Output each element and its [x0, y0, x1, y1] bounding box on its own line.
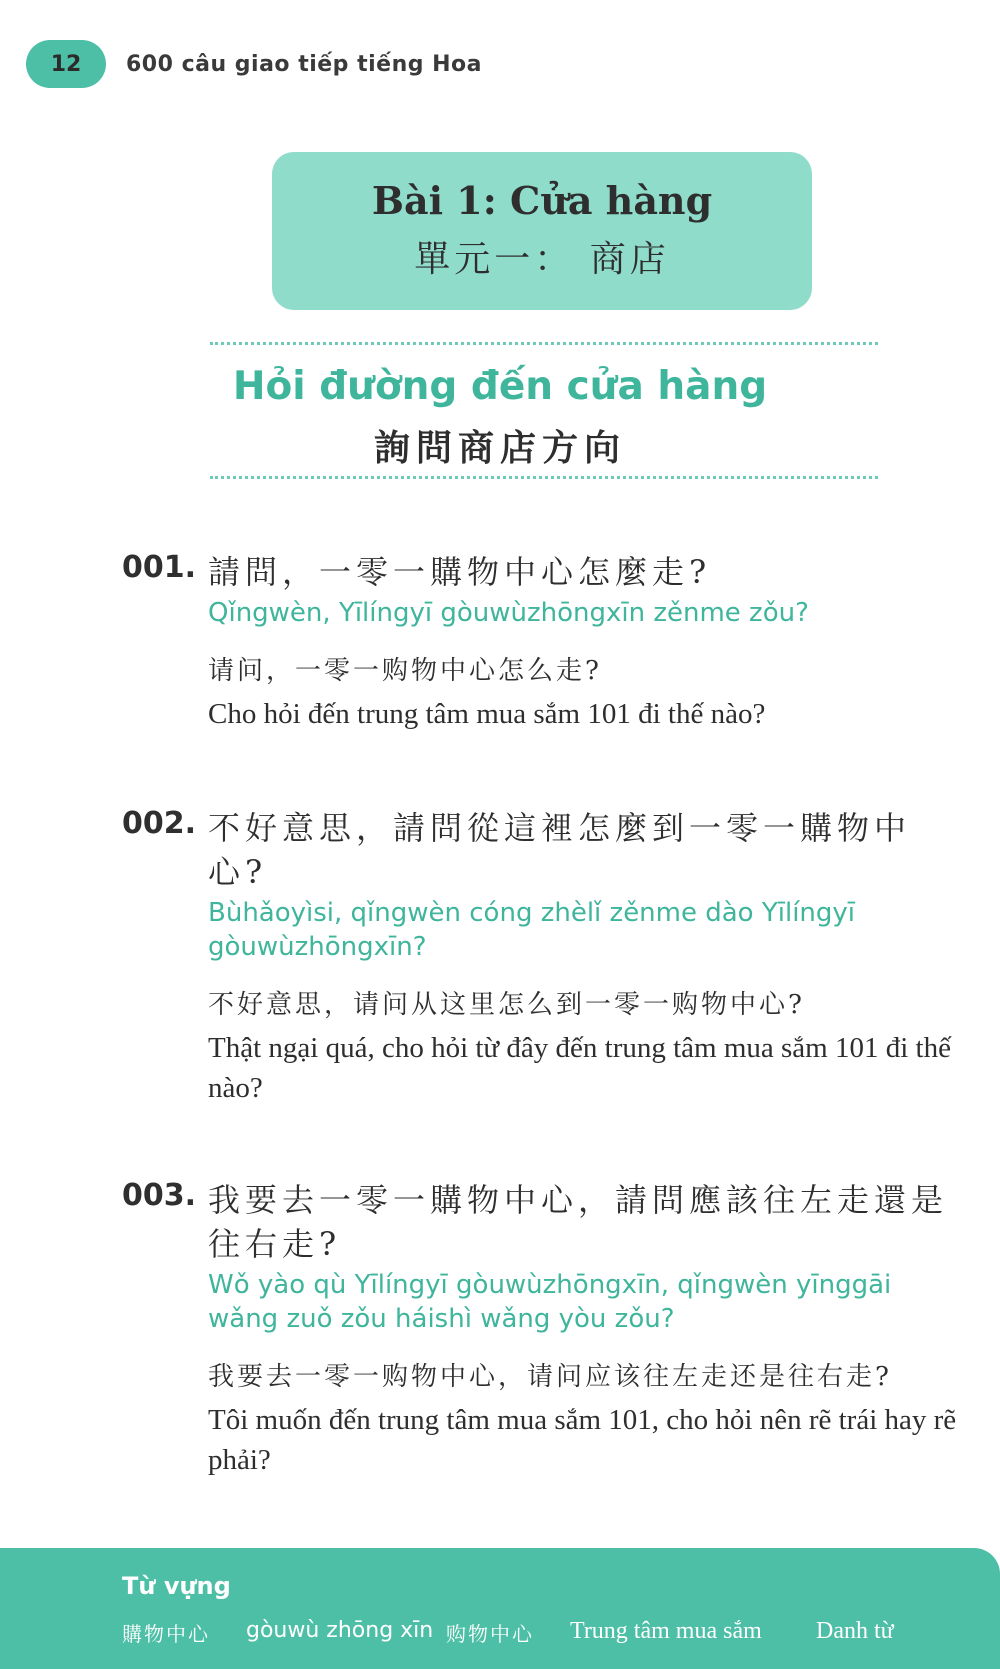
vietnamese-translation: Tôi muốn đến trung tâm mua sắm 101, cho hỏi nên rẽ trái hay rẽ phải? — [208, 1404, 957, 1476]
entry-number: 001. — [122, 550, 197, 585]
lesson-title-box — [272, 152, 812, 310]
entry-body — [208, 550, 962, 734]
entry-body — [208, 806, 962, 1108]
traditional-chinese-text: 不好意思，請問從這裡怎麼到一零一購物中心? — [208, 809, 912, 891]
traditional-chinese-text: 我要去一零一購物中心，請問應該往左走還是往右走? — [208, 1181, 949, 1263]
book-title: 600 câu giao tiếp tiếng Hoa — [126, 52, 483, 77]
pinyin-text: Qǐngwèn, Yīlíngyī gòuwùzhōngxīn zěnme zǒu? — [208, 598, 809, 628]
pinyin-text: Wǒ yào qù Yīlíngyī gòuwùzhōngxīn, qǐngwèn yīnggāi wǎng zuǒ zǒu háishì wǎng yòu zǒu? — [208, 1270, 892, 1334]
vocabulary-heading: Từ vựng — [122, 1572, 231, 1600]
simplified-chinese-text: 我要去一零一购物中心，请问应该往左走还是往右走? — [208, 1362, 892, 1392]
vocab-meaning: Trung tâm mua sắm — [570, 1618, 762, 1644]
vocab-traditional: 購物中心 — [122, 1622, 210, 1646]
lesson-subtitle: 單元一： 商店 — [414, 239, 670, 280]
entry-number: 002. — [122, 806, 197, 841]
vietnamese-translation: Cho hỏi đến trung tâm mua sắm 101 đi thế nào? — [208, 698, 766, 730]
vocab-pinyin: gòuwù zhōng xīn — [246, 1618, 434, 1643]
vocabulary-panel — [0, 1548, 1000, 1669]
page-number-badge: 12 — [26, 40, 106, 88]
vietnamese-translation: Thật ngại quá, cho hỏi từ đây đến trung tâm mua sắm 101 đi thế nào? — [208, 1032, 951, 1104]
dotted-divider-bottom — [210, 476, 878, 479]
section-title: Hỏi đường đến cửa hàng — [232, 364, 768, 409]
simplified-chinese-text: 请问，一零一购物中心怎么走? — [208, 656, 602, 686]
vocab-part-of-speech: Danh từ — [816, 1618, 894, 1644]
entry-body — [208, 1178, 962, 1480]
vocab-simplified: 购物中心 — [446, 1622, 534, 1646]
pinyin-text: Bùhǎoyìsi, qǐngwèn cóng zhèlǐ zěnme dào Yīlíngyī gòuwùzhōngxīn? — [208, 898, 856, 962]
lesson-title: Bài 1: Cửa hàng — [371, 178, 713, 223]
entry-number: 003. — [122, 1178, 197, 1213]
traditional-chinese-text: 請問，一零一購物中心怎麼走? — [208, 553, 712, 591]
section-subtitle: 詢問商店方向 — [373, 427, 626, 469]
dotted-divider-top — [210, 342, 878, 345]
simplified-chinese-text: 不好意思，请问从这里怎么到一零一购物中心? — [208, 990, 805, 1020]
